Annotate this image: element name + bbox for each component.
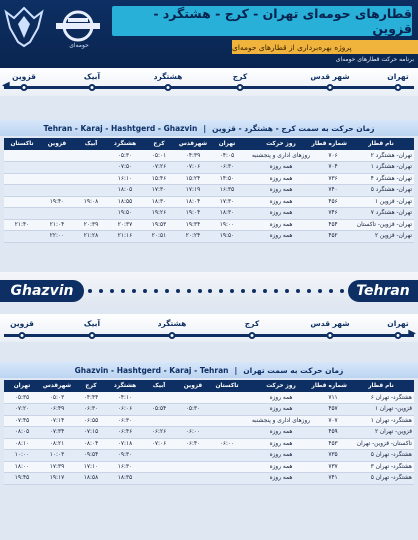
station-label: تهران bbox=[387, 319, 409, 328]
table-cell: تهران- قزوین ۲ bbox=[348, 231, 414, 243]
table-cell: ۰۷:۴۵ bbox=[4, 415, 40, 427]
route-diagram-westbound bbox=[0, 68, 418, 96]
table-cell: ۱۵:۴۶ bbox=[142, 173, 176, 185]
column-header: قزوین bbox=[40, 138, 74, 150]
table-row bbox=[4, 450, 414, 462]
table-cell bbox=[210, 473, 244, 485]
column-header: شماره قطار bbox=[318, 138, 348, 150]
table-cell: ۱۹:۵۳ bbox=[142, 219, 176, 231]
table-cell: ۰۶:۴۰ bbox=[176, 438, 210, 450]
table-cell: همه روزه bbox=[244, 450, 318, 462]
section-title-en: Ghazvin - Hashtgerd - Karaj - Tehran bbox=[74, 365, 229, 375]
table-cell: ۰۶:۰۰ bbox=[176, 427, 210, 439]
station-dot bbox=[249, 332, 256, 339]
column-header: هشتگرد bbox=[108, 380, 142, 392]
header bbox=[0, 0, 418, 68]
table-cell: ۰۸:۱۰ bbox=[4, 438, 40, 450]
table-row bbox=[4, 173, 414, 185]
table-cell: ۰۵:۳۰ bbox=[108, 150, 142, 162]
route-diagram-eastbound bbox=[0, 314, 418, 342]
table-cell: ۱۷:۳۰ bbox=[142, 185, 176, 197]
table-cell: تهران- قزوین- تاکستان bbox=[348, 219, 414, 231]
table-cell: ۱۹:۳۴ bbox=[176, 219, 210, 231]
section-title-fa: زمان حرکت به سمت کرج - هشتگرد - قزوین bbox=[212, 123, 375, 133]
table-cell: روزهای اداری و پنجشنبه bbox=[244, 415, 318, 427]
table-cell bbox=[210, 415, 244, 427]
table-cell: ۴۵۴ bbox=[318, 219, 348, 231]
header-caption: برنامه حرکت قطارهای حومه‌ای bbox=[335, 56, 414, 63]
section-divider: | bbox=[234, 365, 238, 375]
table-cell: ۰۴:۳۹ bbox=[176, 150, 210, 162]
table-cell: ۰۷:۱۵ bbox=[74, 427, 108, 439]
table-cell: ۱۶:۱۰ bbox=[108, 173, 142, 185]
table-cell: ۱۴:۵۰ bbox=[210, 173, 244, 185]
winged-emblem-icon bbox=[4, 4, 44, 48]
table-cell: ۰۴:۴۴ bbox=[74, 392, 108, 404]
table-cell: ۰۷:۰۶ bbox=[176, 162, 210, 174]
column-header: روز حرکت bbox=[244, 138, 318, 150]
table-cell bbox=[40, 173, 74, 185]
table-cell: هشتگرد- تهران ۱ bbox=[348, 415, 414, 427]
table-row bbox=[4, 427, 414, 439]
table-cell bbox=[40, 208, 74, 220]
table-cell: همه روزه bbox=[244, 473, 318, 485]
station-label: شهر قدس bbox=[310, 72, 350, 81]
table-cell: ۰۷:۱۴ bbox=[40, 415, 74, 427]
table-cell bbox=[74, 185, 108, 197]
table-cell bbox=[142, 392, 176, 404]
table-cell: ۲۰:۵۱ bbox=[142, 231, 176, 243]
table-cell: قزوین- تهران ۱ bbox=[348, 404, 414, 416]
table-cell: ۴۵۳ bbox=[318, 438, 348, 450]
table-cell: ۲۰:۳۷ bbox=[108, 219, 142, 231]
table-cell bbox=[4, 231, 40, 243]
table-cell: ۲۰:۲۴ bbox=[176, 231, 210, 243]
table-cell: ۷۴۱ bbox=[318, 473, 348, 485]
table-cell: هشتگرد- تهران ۳ bbox=[348, 461, 414, 473]
station-dot bbox=[19, 332, 26, 339]
table-row bbox=[4, 438, 414, 450]
station-label: قزوین bbox=[10, 319, 34, 328]
page-title: قطارهای حومه‌ای تهران - کرج - هشتگرد - قزوین bbox=[112, 6, 412, 36]
table-cell: ۰۷:۲۶ bbox=[142, 162, 176, 174]
table-row bbox=[4, 162, 414, 174]
table-cell bbox=[176, 461, 210, 473]
table-cell bbox=[40, 185, 74, 197]
table-cell bbox=[4, 162, 40, 174]
table-cell bbox=[4, 150, 40, 162]
table-cell: ۰۵:۰۳ bbox=[40, 392, 74, 404]
table-cell: ۰۷:۰۶ bbox=[142, 438, 176, 450]
table-header-row bbox=[4, 138, 414, 150]
table-cell: همه روزه bbox=[244, 427, 318, 439]
table-cell: همه روزه bbox=[244, 185, 318, 197]
table-cell: ۱۸:۰۴ bbox=[176, 196, 210, 208]
table-cell: ۲۱:۰۴ bbox=[40, 219, 74, 231]
table-cell: ۱۸:۵۸ bbox=[74, 473, 108, 485]
station-dot bbox=[89, 332, 96, 339]
table-cell: ۰۶:۲۶ bbox=[142, 427, 176, 439]
section-divider: | bbox=[203, 123, 207, 133]
table-cell: ۰۵:۳۰ bbox=[176, 404, 210, 416]
table-cell: ۲۱:۱۶ bbox=[108, 231, 142, 243]
table-cell bbox=[210, 392, 244, 404]
table-cell: ۱۸:۳۰ bbox=[142, 196, 176, 208]
table-cell: ۰۶:۴۶ bbox=[108, 427, 142, 439]
table-cell: ۱۹:۰۰ bbox=[210, 219, 244, 231]
station-dot bbox=[169, 332, 176, 339]
direction-band bbox=[0, 272, 418, 308]
table-cell: همه روزه bbox=[244, 173, 318, 185]
table-cell: ۰۹:۳۰ bbox=[108, 450, 142, 462]
origin-pill: Tehran bbox=[348, 280, 418, 302]
destination-pill: Ghazvin bbox=[0, 280, 84, 302]
table-row bbox=[4, 461, 414, 473]
table-cell: ۱۶:۳۵ bbox=[210, 185, 244, 197]
arrow-left-icon: ◀ bbox=[2, 80, 10, 91]
table-cell: ۱۷:۱۹ bbox=[176, 185, 210, 197]
table-row bbox=[4, 231, 414, 243]
column-header: کرج bbox=[74, 380, 108, 392]
table-cell: ۱۸:۰۵ bbox=[108, 185, 142, 197]
table-cell: همه روزه bbox=[244, 231, 318, 243]
table-cell: ۰۵:۳۵ bbox=[4, 392, 40, 404]
timetable-westbound bbox=[4, 138, 414, 243]
table-cell: ۰۶:۴۹ bbox=[40, 404, 74, 416]
column-header: تهران bbox=[210, 138, 244, 150]
station-label: شهر قدس bbox=[310, 319, 350, 328]
table-cell bbox=[40, 150, 74, 162]
table-cell: ۱۰:۰۳ bbox=[40, 450, 74, 462]
table-cell: تهران- هشتگرد ۵ bbox=[348, 185, 414, 197]
station-dot bbox=[327, 84, 334, 91]
table-row bbox=[4, 150, 414, 162]
column-header: کرج bbox=[142, 138, 176, 150]
column-header: شماره قطار bbox=[318, 380, 348, 392]
table-row bbox=[4, 208, 414, 220]
table-cell bbox=[142, 450, 176, 462]
column-header: تاکستان bbox=[4, 138, 40, 150]
table-cell: ۱۹:۵۰ bbox=[108, 208, 142, 220]
table-cell bbox=[210, 461, 244, 473]
table-cell: تهران- هشتگرد ۷ bbox=[348, 208, 414, 220]
table-cell: ۰۸:۰۴ bbox=[74, 438, 108, 450]
table-cell: ۰۶:۳۰ bbox=[108, 415, 142, 427]
table-cell bbox=[176, 415, 210, 427]
table-cell: ۱۹:۰۸ bbox=[74, 196, 108, 208]
table-cell: ۰۷:۳۴ bbox=[40, 427, 74, 439]
table-cell: ۱۹:۴۰ bbox=[40, 196, 74, 208]
table-cell: ۱۰:۰۰ bbox=[4, 450, 40, 462]
table-cell: ۱۸:۵۵ bbox=[108, 196, 142, 208]
table-cell: ۰۷:۵۰ bbox=[108, 162, 142, 174]
brand-text: حومه‌ای bbox=[69, 42, 89, 49]
table-cell: هشتگرد- تهران ۶ bbox=[348, 392, 414, 404]
column-header: نام قطار bbox=[348, 380, 414, 392]
table-cell: همه روزه bbox=[244, 208, 318, 220]
table-cell: همه روزه bbox=[244, 196, 318, 208]
station-dot bbox=[165, 84, 172, 91]
column-header: تاکستان bbox=[210, 380, 244, 392]
table-cell: تهران- قزوین ۱ bbox=[348, 196, 414, 208]
section-header-eastbound bbox=[0, 362, 418, 378]
column-header: آبیک bbox=[142, 380, 176, 392]
table-cell: همه روزه bbox=[244, 461, 318, 473]
table-cell: ۱۹:۰۴ bbox=[176, 208, 210, 220]
table-cell: ۴۵۷ bbox=[318, 404, 348, 416]
table-cell bbox=[176, 392, 210, 404]
station-dot bbox=[395, 332, 402, 339]
station-dot bbox=[327, 332, 334, 339]
column-header: نام قطار bbox=[348, 138, 414, 150]
table-cell bbox=[4, 208, 40, 220]
table-cell: ۱۷:۳۹ bbox=[40, 461, 74, 473]
table-cell bbox=[74, 208, 108, 220]
table-cell: ۰۵:۵۴ bbox=[142, 404, 176, 416]
table-cell: همه روزه bbox=[244, 162, 318, 174]
station-label: هشتگرد bbox=[153, 72, 183, 81]
station-label: تهران bbox=[387, 72, 409, 81]
table-cell: ۲۰:۳۹ bbox=[74, 219, 108, 231]
station-label: آبیک bbox=[83, 319, 101, 328]
table-cell: قزوین- تهران ۲ bbox=[348, 427, 414, 439]
table-cell: همه روزه bbox=[244, 438, 318, 450]
table-cell: ۴۵۲ bbox=[318, 231, 348, 243]
table-cell: ۰۹:۵۴ bbox=[74, 450, 108, 462]
table-cell bbox=[74, 173, 108, 185]
column-header: شهرقدس bbox=[176, 138, 210, 150]
table-cell: هشتگرد- تهران ۵ bbox=[348, 473, 414, 485]
table-row bbox=[4, 196, 414, 208]
table-cell bbox=[74, 162, 108, 174]
column-header: روز حرکت bbox=[244, 380, 318, 392]
table-cell: ۷۱۱ bbox=[318, 392, 348, 404]
table-cell: همه روزه bbox=[244, 219, 318, 231]
table-cell: همه روزه bbox=[244, 392, 318, 404]
table-cell: ۰۴:۱۰ bbox=[108, 392, 142, 404]
table-cell: ۲۱:۲۸ bbox=[74, 231, 108, 243]
table-cell: ۷۰۷ bbox=[318, 415, 348, 427]
table-cell: تهران- هشتگرد ۲ bbox=[348, 150, 414, 162]
table-cell: ۱۹:۵۰ bbox=[210, 231, 244, 243]
column-header: آبیک bbox=[74, 138, 108, 150]
table-cell: تهران- هشتگرد ۱ bbox=[348, 162, 414, 174]
station-dot bbox=[89, 84, 96, 91]
dotted-line bbox=[88, 287, 344, 295]
table-cell: ۱۹:۲۶ bbox=[142, 208, 176, 220]
page-subtitle: پروژه بهره‌برداری از قطارهای حومه‌ای bbox=[232, 40, 418, 54]
table-cell: روزهای اداری و پنجشنبه bbox=[244, 150, 318, 162]
table-cell: ۰۶:۰۶ bbox=[108, 404, 142, 416]
table-cell bbox=[210, 427, 244, 439]
station-label: کرج bbox=[232, 72, 248, 81]
table-cell: ۰۸:۲۱ bbox=[40, 438, 74, 450]
table-cell: ۰۶:۳۰ bbox=[74, 404, 108, 416]
table-cell: ۷۳۵ bbox=[318, 450, 348, 462]
route-track bbox=[4, 334, 414, 337]
table-row bbox=[4, 219, 414, 231]
table-cell: ۱۷:۳۰ bbox=[210, 196, 244, 208]
station-label: آبیک bbox=[83, 72, 101, 81]
table-cell bbox=[4, 185, 40, 197]
table-cell bbox=[210, 450, 244, 462]
station-dot bbox=[395, 84, 402, 91]
table-cell bbox=[4, 173, 40, 185]
table-cell bbox=[142, 461, 176, 473]
table-cell: ۰۵:۰۱ bbox=[142, 150, 176, 162]
table-cell: ۱۸:۳۵ bbox=[108, 473, 142, 485]
table-cell: ۲۲:۰۰ bbox=[40, 231, 74, 243]
column-header: شهرقدس bbox=[40, 380, 74, 392]
table-cell: ۱۵:۲۴ bbox=[176, 173, 210, 185]
table-row bbox=[4, 404, 414, 416]
table-cell: ۱۶:۳۰ bbox=[108, 461, 142, 473]
section-title-fa: زمان حرکت به سمت تهران bbox=[243, 365, 344, 375]
section-header-westbound bbox=[0, 120, 418, 136]
station-dot bbox=[237, 84, 244, 91]
table-cell: ۰۴:۰۵ bbox=[210, 150, 244, 162]
table-cell: همه روزه bbox=[244, 404, 318, 416]
column-header: قزوین bbox=[176, 380, 210, 392]
table-row bbox=[4, 392, 414, 404]
table-row bbox=[4, 473, 414, 485]
table-row bbox=[4, 415, 414, 427]
table-cell: ۷۰۶ bbox=[318, 150, 348, 162]
table-cell: تهران- هشتگرد ۴ bbox=[348, 173, 414, 185]
column-header: هشتگرد bbox=[108, 138, 142, 150]
table-cell bbox=[74, 150, 108, 162]
table-header-row bbox=[4, 380, 414, 392]
section-title-en: Tehran - Karaj - Hashtgerd - Ghazvin bbox=[43, 123, 198, 133]
table-cell: ۰۶:۵۵ bbox=[74, 415, 108, 427]
table-cell: ۷۴۶ bbox=[318, 208, 348, 220]
table-row bbox=[4, 185, 414, 197]
table-cell: ۰۶:۳۰ bbox=[210, 162, 244, 174]
table-cell: ۰۷:۱۸ bbox=[108, 438, 142, 450]
table-cell: ۱۸:۰۰ bbox=[4, 461, 40, 473]
table-cell: ۴۵۹ bbox=[318, 427, 348, 439]
table-cell: ۱۸:۳۰ bbox=[210, 208, 244, 220]
table-cell bbox=[210, 404, 244, 416]
table-cell bbox=[4, 196, 40, 208]
table-cell: ۱۹:۱۷ bbox=[40, 473, 74, 485]
table-cell: ۱۹:۴۵ bbox=[4, 473, 40, 485]
table-cell: ۱۷:۱۰ bbox=[74, 461, 108, 473]
station-label: قزوین bbox=[12, 72, 36, 81]
table-cell bbox=[176, 450, 210, 462]
table-cell bbox=[142, 473, 176, 485]
table-cell: ۰۷:۲۰ bbox=[4, 404, 40, 416]
table-cell: ۷۳۶ bbox=[318, 173, 348, 185]
table-cell: ۷۴۰ bbox=[318, 185, 348, 197]
table-cell: ۷۳۷ bbox=[318, 461, 348, 473]
station-label: کرج bbox=[244, 319, 260, 328]
table-cell: ۷۰۴ bbox=[318, 162, 348, 174]
table-cell: ۴۵۶ bbox=[318, 196, 348, 208]
table-cell: ۲۱:۴۰ bbox=[4, 219, 40, 231]
table-cell bbox=[40, 162, 74, 174]
table-cell: هشتگرد- تهران ۵ bbox=[348, 450, 414, 462]
table-cell bbox=[176, 473, 210, 485]
arrow-right-icon: ▶ bbox=[408, 328, 416, 339]
column-header: تهران bbox=[4, 380, 40, 392]
timetable-eastbound bbox=[4, 380, 414, 485]
table-cell: تاکستان- قزوین- تهران bbox=[348, 438, 414, 450]
station-dot bbox=[21, 84, 28, 91]
station-label: هشتگرد bbox=[157, 319, 187, 328]
route-track bbox=[4, 86, 414, 89]
table-cell bbox=[142, 415, 176, 427]
table-cell: ۰۸:۰۵ bbox=[4, 427, 40, 439]
table-cell: ۰۶:۰۰ bbox=[210, 438, 244, 450]
